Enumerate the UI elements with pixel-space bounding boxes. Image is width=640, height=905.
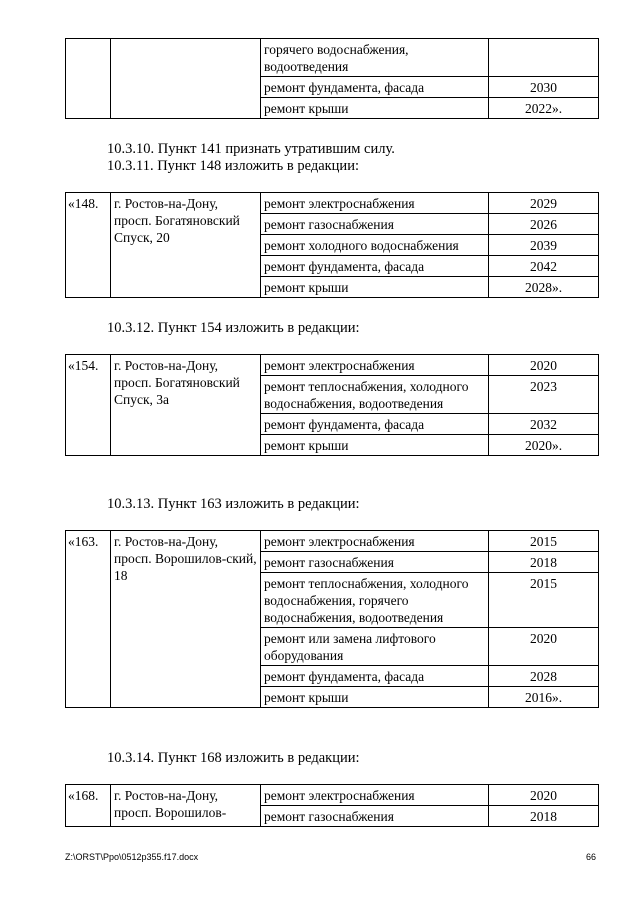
year-cell: 2020 xyxy=(489,785,599,806)
table-item-154 xyxy=(65,354,599,456)
table-row xyxy=(66,531,599,552)
table-row xyxy=(66,355,599,376)
work-cell: горячего водоснабжения, водоотведения xyxy=(261,39,489,77)
work-cell: ремонт фундамента, фасада xyxy=(261,77,489,98)
work-cell: ремонт электроснабжения xyxy=(261,355,489,376)
table-item-148 xyxy=(65,192,599,298)
work-cell: ремонт холодного водоснабжения xyxy=(261,235,489,256)
address-cell: г. Ростов-на-Дону, просп. Богатяновский Спуск, 3а xyxy=(111,355,261,456)
number-cell: «168. xyxy=(66,785,111,827)
work-cell: ремонт теплоснабжения, холодного водоснабжения, водоотведения xyxy=(261,376,489,414)
work-cell: ремонт электроснабжения xyxy=(261,531,489,552)
paragraph-10-3-11: 10.3.11. Пункт 148 изложить в редакции: xyxy=(107,158,359,174)
year-cell: 2042 xyxy=(489,256,599,277)
table-item-163 xyxy=(65,530,599,708)
year-cell xyxy=(489,39,599,77)
year-cell: 2020 xyxy=(489,628,599,666)
year-cell: 2030 xyxy=(489,77,599,98)
work-cell: ремонт электроснабжения xyxy=(261,193,489,214)
number-cell: «154. xyxy=(66,355,111,456)
work-cell: ремонт или замена лифтового оборудования xyxy=(261,628,489,666)
table-row xyxy=(66,785,599,806)
paragraph-10-3-14: 10.3.14. Пункт 168 изложить в редакции: xyxy=(107,750,360,766)
year-cell: 2015 xyxy=(489,573,599,628)
year-cell: 2016». xyxy=(489,687,599,708)
year-cell: 2032 xyxy=(489,414,599,435)
paragraph-10-3-10: 10.3.10. Пункт 141 признать утратившим силу. xyxy=(107,141,395,157)
year-cell: 2029 xyxy=(489,193,599,214)
number-cell: «163. xyxy=(66,531,111,708)
year-cell: 2023 xyxy=(489,376,599,414)
work-cell: ремонт газоснабжения xyxy=(261,552,489,573)
footer-page-number: 66 xyxy=(586,852,597,862)
work-cell: ремонт крыши xyxy=(261,435,489,456)
table-continuation xyxy=(65,38,599,119)
year-cell: 2020». xyxy=(489,435,599,456)
address-cell: г. Ростов-на-Дону, просп. Ворошилов-ский, 18 xyxy=(111,531,261,708)
work-cell: ремонт газоснабжения xyxy=(261,806,489,827)
work-cell: ремонт крыши xyxy=(261,277,489,298)
year-cell: 2028 xyxy=(489,666,599,687)
year-cell: 2022». xyxy=(489,98,599,119)
footer-file-path: Z:\ORST\Ppo\0512p355.f17.docx xyxy=(65,852,199,862)
work-cell: ремонт теплоснабжения, холодного водоснабжения, горячего водоснабжения, водоотведения xyxy=(261,573,489,628)
work-cell: ремонт фундамента, фасада xyxy=(261,414,489,435)
paragraph-10-3-13: 10.3.13. Пункт 163 изложить в редакции: xyxy=(107,496,360,512)
number-cell: «148. xyxy=(66,193,111,298)
work-cell: ремонт газоснабжения xyxy=(261,214,489,235)
work-cell: ремонт фундамента, фасада xyxy=(261,256,489,277)
year-cell: 2026 xyxy=(489,214,599,235)
work-cell: ремонт электроснабжения xyxy=(261,785,489,806)
work-cell: ремонт крыши xyxy=(261,98,489,119)
work-cell: ремонт крыши xyxy=(261,687,489,708)
year-cell: 2018 xyxy=(489,806,599,827)
year-cell: 2015 xyxy=(489,531,599,552)
paragraph-10-3-12: 10.3.12. Пункт 154 изложить в редакции: xyxy=(107,320,360,336)
year-cell: 2020 xyxy=(489,355,599,376)
address-cell: г. Ростов-на-Дону, просп. Богатяновский Спуск, 20 xyxy=(111,193,261,298)
table-row xyxy=(66,193,599,214)
table-row xyxy=(66,39,599,77)
address-cell: г. Ростов-на-Дону, просп. Ворошилов- xyxy=(111,785,261,827)
year-cell: 2039 xyxy=(489,235,599,256)
work-cell: ремонт фундамента, фасада xyxy=(261,666,489,687)
year-cell: 2018 xyxy=(489,552,599,573)
year-cell: 2028». xyxy=(489,277,599,298)
table-item-168 xyxy=(65,784,599,827)
address-cell xyxy=(111,39,261,119)
number-cell xyxy=(66,39,111,119)
